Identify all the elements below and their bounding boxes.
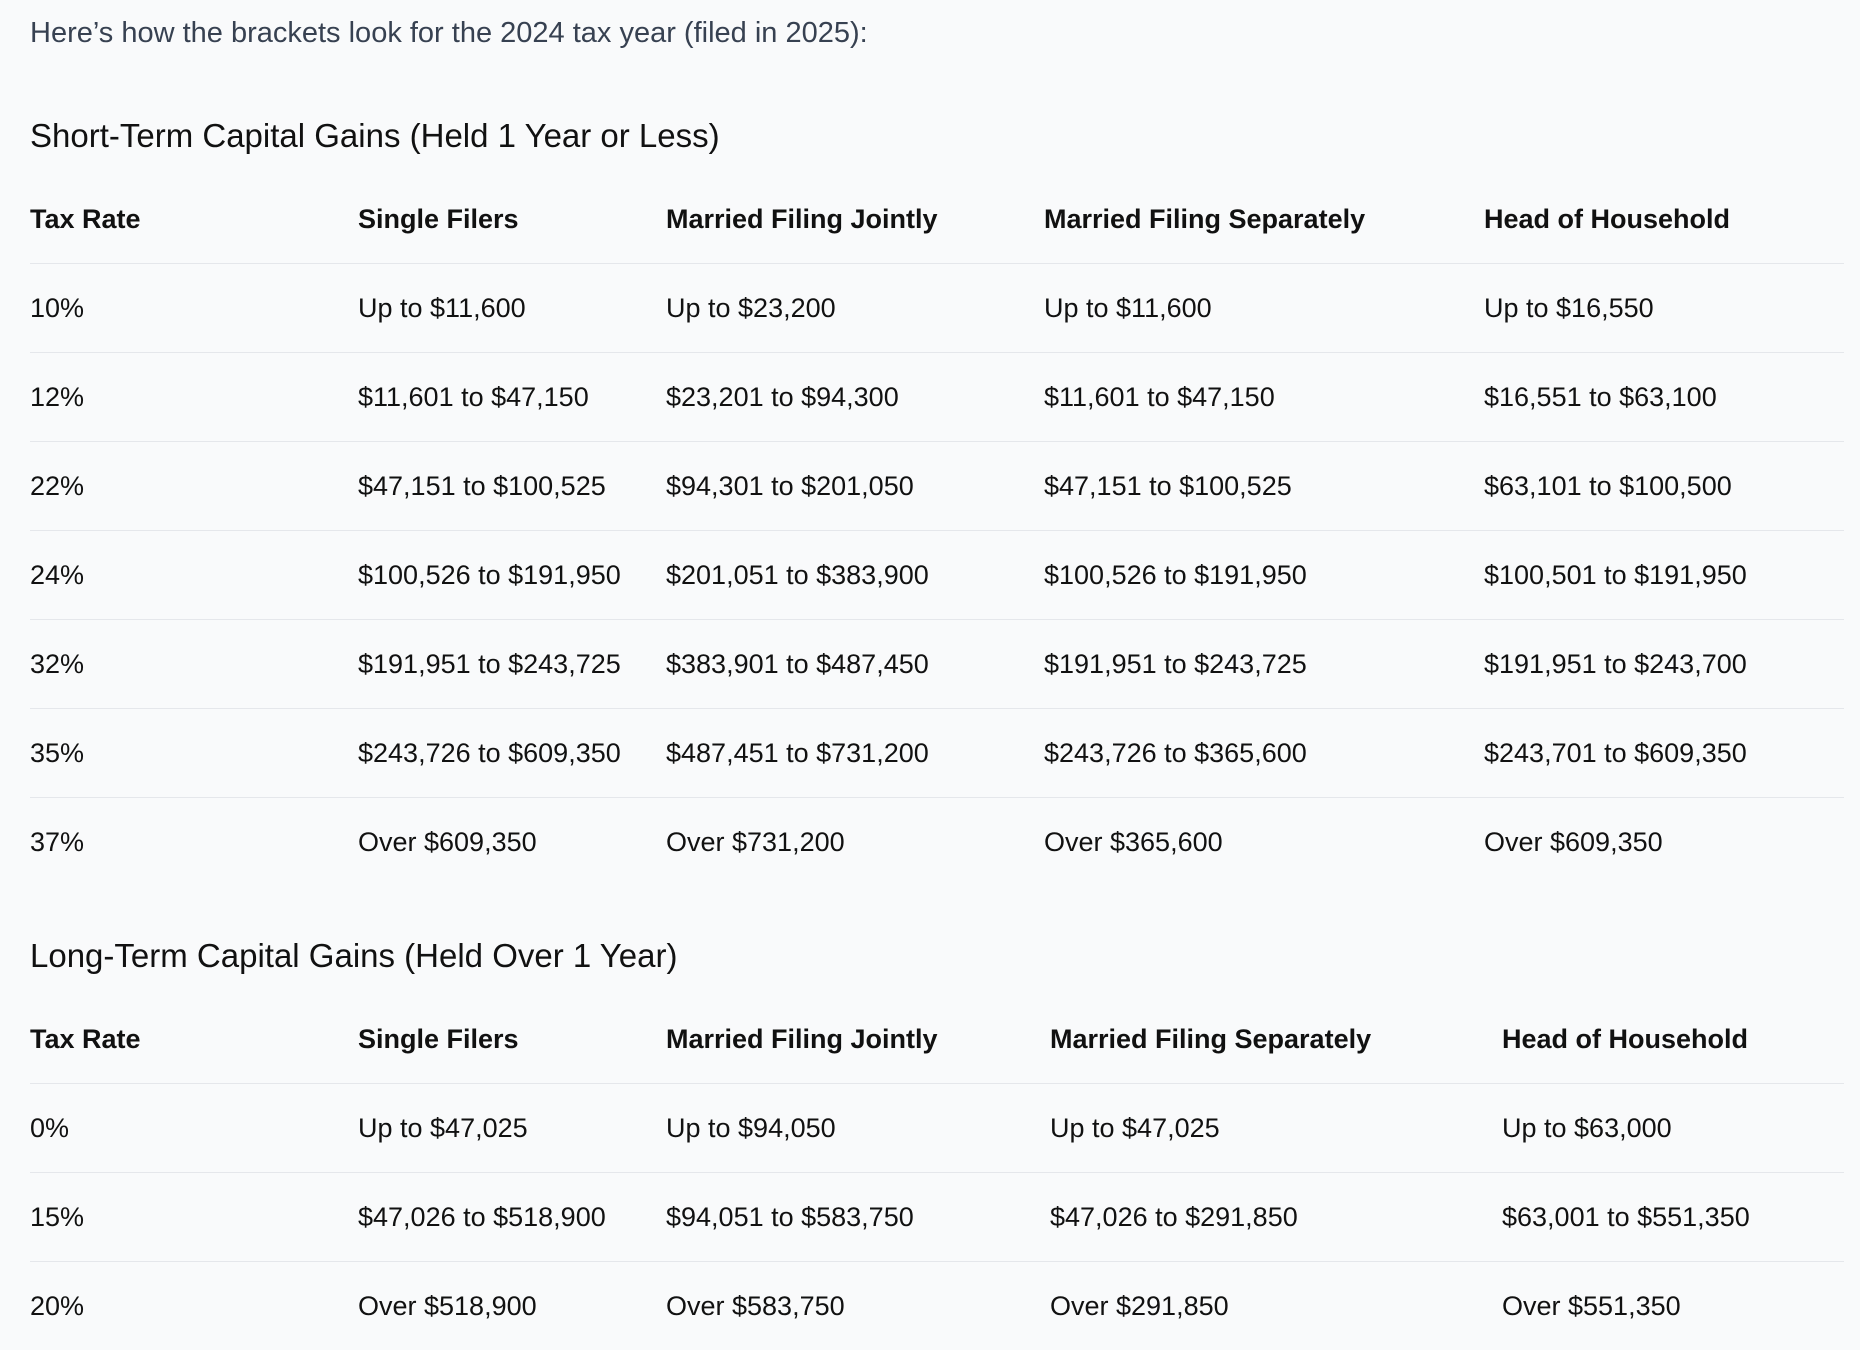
table-cell: Over $365,600 — [1044, 826, 1223, 857]
table-cell: Up to $94,050 — [666, 1112, 836, 1143]
table-cell: $487,451 to $731,200 — [666, 737, 929, 768]
table-cell: 0% — [30, 1112, 70, 1143]
header-tax-rate: Tax Rate — [30, 1023, 141, 1054]
table-cell: $63,101 to $100,500 — [1484, 470, 1732, 501]
table-cell: Up to $11,600 — [1044, 292, 1212, 323]
table-cell: $243,701 to $609,350 — [1484, 737, 1747, 768]
table-cell: $23,201 to $94,300 — [666, 381, 899, 412]
table-cell: $383,901 to $487,450 — [666, 648, 929, 679]
table-cell: $191,951 to $243,700 — [1484, 648, 1747, 679]
table-cell: 22% — [30, 470, 85, 501]
table-cell: $11,601 to $47,150 — [358, 381, 589, 412]
table-cell: Over $291,850 — [1050, 1290, 1229, 1321]
table-cell: $47,151 to $100,525 — [1044, 470, 1292, 501]
table-cell: $16,551 to $63,100 — [1484, 381, 1717, 412]
table-cell: $100,501 to $191,950 — [1484, 559, 1747, 590]
table-cell: Over $731,200 — [666, 826, 845, 857]
table-cell: Up to $47,025 — [1050, 1112, 1220, 1143]
table-cell: $94,301 to $201,050 — [666, 470, 914, 501]
table-cell: 35% — [30, 737, 85, 768]
header-married-separately: Married Filing Separately — [1050, 1023, 1372, 1054]
table-cell: Over $551,350 — [1502, 1290, 1681, 1321]
table-cell: Up to $16,550 — [1484, 292, 1654, 323]
table-row — [30, 620, 1844, 709]
table-cell: Up to $47,025 — [358, 1112, 528, 1143]
header-married-jointly: Married Filing Jointly — [666, 203, 938, 234]
table-cell: Over $609,350 — [1484, 826, 1663, 857]
header-head-of-household: Head of Household — [1484, 203, 1731, 234]
table-row — [30, 1262, 1844, 1350]
table-row — [30, 264, 1844, 353]
short-term-table — [30, 175, 1844, 886]
table-cell: $11,601 to $47,150 — [1044, 381, 1275, 412]
long-term-title: Long-Term Capital Gains (Held Over 1 Year) — [30, 937, 678, 974]
table-cell: Up to $63,000 — [1502, 1112, 1672, 1143]
table-cell: $47,026 to $518,900 — [358, 1201, 606, 1232]
table-cell: $243,726 to $609,350 — [358, 737, 621, 768]
table-cell: $191,951 to $243,725 — [358, 648, 621, 679]
table-row — [30, 1084, 1844, 1173]
table-cell: Over $609,350 — [358, 826, 537, 857]
table-cell: 32% — [30, 648, 85, 679]
table-cell: $47,151 to $100,525 — [358, 470, 606, 501]
table-cell: $94,051 to $583,750 — [666, 1201, 914, 1232]
table-cell: 24% — [30, 559, 85, 590]
table-cell: 10% — [30, 292, 85, 323]
table-row — [30, 798, 1844, 887]
table-cell: $191,951 to $243,725 — [1044, 648, 1307, 679]
table-cell: 37% — [30, 826, 85, 857]
table-cell: Up to $11,600 — [358, 292, 526, 323]
table-cell: $100,526 to $191,950 — [1044, 559, 1307, 590]
table-row — [30, 353, 1844, 442]
table-cell: $63,001 to $551,350 — [1502, 1201, 1750, 1232]
table-header-row — [30, 995, 1844, 1084]
table-cell: 20% — [30, 1290, 85, 1321]
header-single-filers: Single Filers — [358, 1023, 519, 1054]
table-row — [30, 442, 1844, 531]
table-cell: Over $518,900 — [358, 1290, 537, 1321]
header-head-of-household: Head of Household — [1502, 1023, 1749, 1054]
table-cell: 12% — [30, 381, 85, 412]
table-cell: Up to $23,200 — [666, 292, 836, 323]
table-cell: $243,726 to $365,600 — [1044, 737, 1307, 768]
header-married-jointly: Married Filing Jointly — [666, 1023, 938, 1054]
table-cell: $47,026 to $291,850 — [1050, 1201, 1298, 1232]
header-single-filers: Single Filers — [358, 203, 519, 234]
header-tax-rate: Tax Rate — [30, 203, 141, 234]
table-cell: $100,526 to $191,950 — [358, 559, 621, 590]
header-married-separately: Married Filing Separately — [1044, 203, 1366, 234]
intro-text: Here’s how the brackets look for the 2024 tax year (filed in 2025): — [30, 17, 868, 49]
table-row — [30, 531, 1844, 620]
table-row — [30, 709, 1844, 798]
table-cell: 15% — [30, 1201, 85, 1232]
table-cell: Over $583,750 — [666, 1290, 845, 1321]
table-row — [30, 1173, 1844, 1262]
short-term-title: Short-Term Capital Gains (Held 1 Year or Less) — [30, 117, 720, 154]
long-term-table — [30, 995, 1844, 1350]
table-cell: $201,051 to $383,900 — [666, 559, 929, 590]
table-header-row — [30, 175, 1844, 264]
